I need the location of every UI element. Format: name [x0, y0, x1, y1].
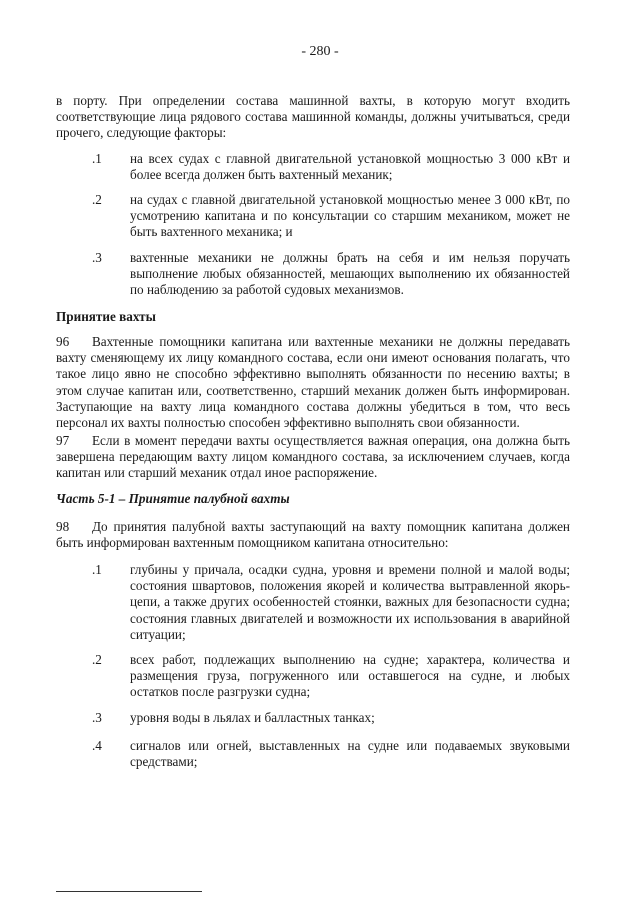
paragraph-text: Если в момент передачи вахты осуществляется важная операция, она должна быть завершена передающим вахту лицом командного состава, за исключением случаев, когда капитан или старший механик отдал иное распоряжение.: [56, 433, 570, 481]
list-item-number: .4: [92, 738, 102, 753]
paragraph-96: [56, 334, 570, 431]
list-item-number: .3: [92, 250, 102, 265]
paragraph-number: 97: [56, 433, 70, 448]
list-item-text: глубины у причала, осадки судна, уровня и времени полной и малой воды; состояния швартовов, положения якорей и количества вытравленной якорь-цепи, а также других особенностей стоянки, важных для безопасности судна; состояния главных двигателей и возможности их использования в аварийной ситуации;: [130, 562, 570, 642]
paragraph-number: 98: [56, 519, 70, 534]
list-item-text: на судах с главной двигательной установкой мощностью менее 3 000 кВт, по усмотрению капитана и по консультации со старшим механиком, может не быть вахтенного механика; и: [130, 192, 570, 240]
paragraph-text: До принятия палубной вахты заступающий на вахту помощник капитана должен быть информирован вахтенным помощником капитана относительно:: [56, 519, 570, 551]
list-item-text: всех работ, подлежащих выполнению на судне; характера, количества и размещения груза, погруженного или оставшегося на судне, и любых остатков после разгрузки судна;: [130, 652, 570, 700]
list-item-text: на всех судах с главной двигательной установкой мощностью 3 000 кВт и более всегда должен быть вахтенный механик;: [130, 151, 570, 183]
list-item-text: уровня воды в льялах и балластных танках;: [130, 710, 375, 725]
part-heading: Часть 5-1 – Принятие палубной вахты: [56, 491, 290, 506]
page-number: - 280 -: [301, 44, 339, 59]
list-item-number: .2: [92, 192, 102, 207]
paragraph-97: [56, 433, 570, 482]
list-item-number: .1: [92, 151, 102, 166]
intro-paragraph: в порту. При определении состава машинной вахты, в которую могут входить соответствующие лица рядового состава машинной команды, должны учитываться, среди прочего, следующие факторы:: [56, 93, 570, 141]
list-item-number: .1: [92, 562, 102, 577]
list-item-number: .3: [92, 710, 102, 725]
paragraph-text: Вахтенные помощники капитана или вахтенные механики не должны передавать вахту сменяющему их лицу командного состава, если они имеют основания полагать, что такое лицо явно не способно эффективно выполнять обязанности по несению вахты; в этом случае капитан или, соответственно, старший механик должен быть информирован. Заступающие на вахту лица командного состава должны убедиться в том, что весь персонал их вахты полностью способен эффективно выполнять свои обязанности.: [56, 334, 570, 431]
footnote-divider: [56, 891, 202, 892]
list-item-text: сигналов или огней, выставленных на судне или подаваемых звуковыми средствами;: [130, 738, 570, 770]
list-item-text: вахтенные механики не должны брать на себя и им нельзя поручать выполнение любых обязанностей, мешающих выполнению их обязанностей по наблюдению за работой судовых механизмов.: [130, 250, 570, 298]
paragraph-number: 96: [56, 334, 70, 349]
paragraph-98: [56, 519, 570, 551]
section-heading: Принятие вахты: [56, 309, 156, 324]
list-item-number: .2: [92, 652, 102, 667]
